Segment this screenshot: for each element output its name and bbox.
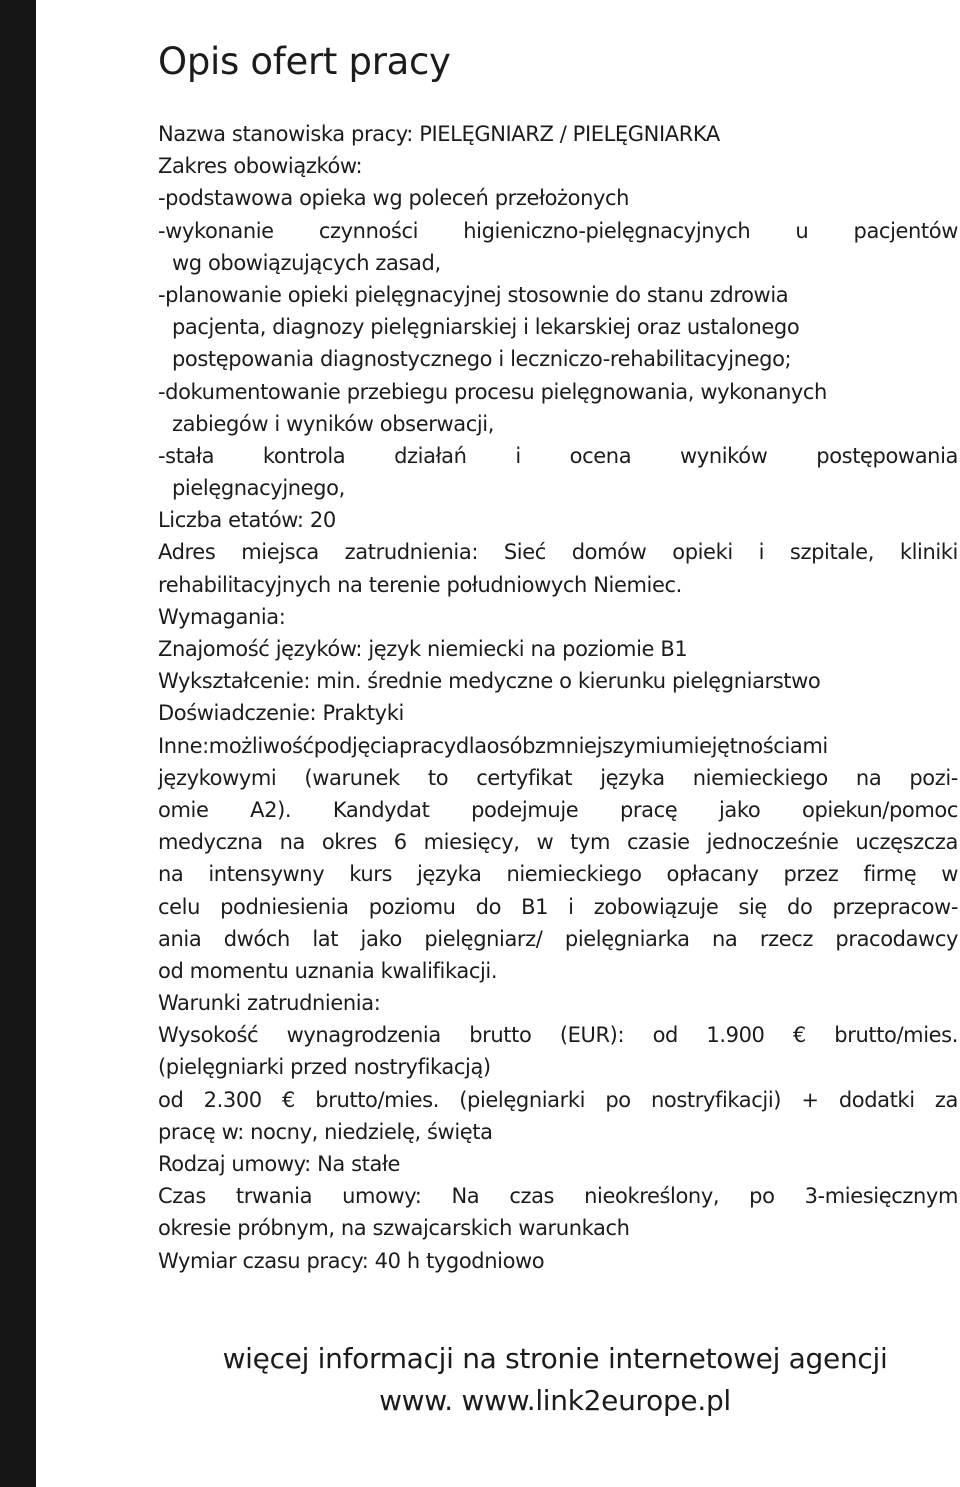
text-line: postępowania diagnostycznego i leczniczo-rehabilitacyjnego;: [172, 347, 792, 372]
text-line: na intensywny kurs języka niemieckiego opłacany przez firmę w: [158, 862, 958, 887]
footer-info-text: więcej informacji na stronie internetowej agencji: [222, 1342, 888, 1375]
text-line: -planowanie opieki pielęgnacyjnej stosownie do stanu zdrowia: [158, 282, 789, 307]
text-line: pacjenta, diagnozy pielęgniarskiej i lekarskiej oraz ustalonego: [172, 315, 800, 340]
text-line: Znajomość języków: język niemiecki na poziomie B1: [158, 637, 688, 661]
text-line: Zakres obowiązków:: [158, 154, 363, 179]
text-line: od 2.300 € brutto/mies. (pielęgniarki po nostryfikacji) + dodatki za: [158, 1087, 958, 1112]
text-line: Rodzaj umowy: Na stałe: [158, 1152, 401, 1176]
text-line: pracę w: nocny, niedzielę, święta: [158, 1119, 493, 1144]
text-line: okresie próbnym, na szwajcarskich warunkach: [158, 1216, 630, 1241]
text-line: -wykonanie czynności higieniczno-pielęgnacyjnych u pacjentów: [158, 218, 958, 243]
text-line: Adres miejsca zatrudnienia: Sieć domów opieki i szpitale, kliniki: [158, 540, 958, 565]
text-line: Wymiar czasu pracy: 40 h tygodniowo: [158, 1248, 545, 1273]
text-line: Czas trwania umowy: Na czas nieokreślony, po 3-miesięcznym: [158, 1184, 958, 1209]
text-line: zabiegów i wyników obserwacji,: [172, 411, 494, 436]
text-line: Nazwa stanowiska pracy: PIELĘGNIARZ / PIELĘGNIARKA: [158, 122, 720, 146]
text-line: omie A2). Kandydat podejmuje pracę jako opiekun/pomoc: [158, 797, 958, 822]
job-description-body: [158, 118, 958, 1277]
text-line: Liczba etatów: 20: [158, 508, 336, 533]
text-line: pielęgnacyjnego,: [172, 476, 345, 501]
text-line: Inne:możliwośćpodjęciapracydlaosóbzmniejszymiumiejętnościami: [158, 733, 828, 758]
text-line: Wymagania:: [158, 604, 286, 629]
text-line: celu podniesienia poziomu do B1 i zobowiązuje się do przepracow-: [158, 894, 958, 919]
text-line: Wykształcenie: min. średnie medyczne o kierunku pielęgniarstwo: [158, 669, 821, 694]
text-line: -dokumentowanie przebiegu procesu pielęgnowania, wykonanych: [158, 379, 827, 404]
page-title: Opis ofert pracy: [158, 40, 451, 83]
text-line: Wysokość wynagrodzenia brutto (EUR): od 1.900 € brutto/mies.: [158, 1023, 958, 1048]
left-black-bar: [0, 0, 36, 1487]
text-line: -stała kontrola działań i ocena wyników postępowania: [158, 443, 958, 468]
text-line: Doświadczenie: Praktyki: [158, 701, 404, 726]
footer-website-link[interactable]: www. www.link2europe.pl: [379, 1384, 731, 1417]
text-line: rehabilitacyjnych na terenie południowych Niemiec.: [158, 572, 682, 597]
text-line: od momentu uznania kwalifikacji.: [158, 958, 498, 983]
text-line: ania dwóch lat jako pielęgniarz/ pielęgniarka na rzecz pracodawcy: [158, 926, 958, 951]
text-line: (pielęgniarki przed nostryfikacją): [158, 1055, 491, 1080]
text-line: językowymi (warunek to certyfikat języka niemieckiego na pozi-: [158, 765, 958, 790]
text-line: wg obowiązujących zasad,: [172, 250, 441, 275]
text-line: Warunki zatrudnienia:: [158, 991, 381, 1016]
text-line: -podstawowa opieka wg poleceń przełożonych: [158, 186, 630, 211]
text-line: medyczna na okres 6 miesięcy, w tym czasie jednocześnie uczęszcza: [158, 830, 958, 855]
